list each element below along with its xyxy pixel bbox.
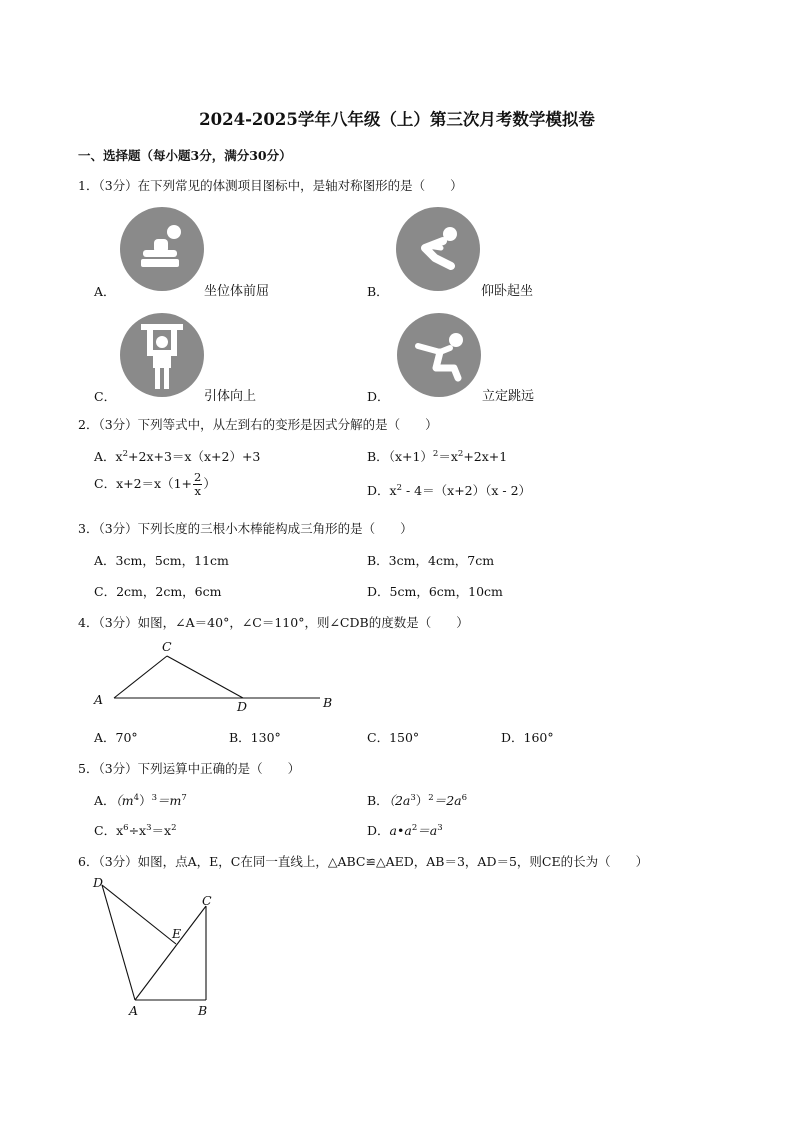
q2-a-part: x xyxy=(115,449,123,464)
q2-option-d[interactable] xyxy=(367,481,531,499)
q5-option-c[interactable] xyxy=(94,821,177,839)
fraction-numerator: 2 xyxy=(194,470,202,484)
q2-b-part: （x+1） xyxy=(388,449,433,464)
q5-a-exponent: 7 xyxy=(181,793,187,803)
question-1-stem: 1．（3分）在下列常见的体测项目图标中，是轴对称图形的是（ ） xyxy=(78,178,463,193)
q5-d-part: a•a xyxy=(389,823,412,838)
q2-option-c-letter: C． xyxy=(94,476,117,491)
q2-b-exponent: 2 xyxy=(432,449,439,459)
q4-option-d[interactable]: D．160° xyxy=(501,730,554,745)
q2-b-exponent: 2 xyxy=(457,449,464,459)
q5-c-exponent: 6 xyxy=(123,823,129,833)
q2-option-b-letter: B． xyxy=(367,449,389,464)
q1-option-a-letter[interactable]: A． xyxy=(94,284,116,299)
q4-option-c[interactable]: C．150° xyxy=(367,730,420,745)
label-d: D xyxy=(93,875,104,890)
q1-option-c-caption: 引体向上 xyxy=(204,389,257,404)
page-title: 2024-2025学年八年级（上）第三次月考数学模拟卷 xyxy=(199,110,595,129)
q5-option-b[interactable] xyxy=(367,791,467,809)
q5-a-exponent: 3 xyxy=(151,793,157,803)
label-c: C xyxy=(202,893,212,908)
q2-option-d-letter: D． xyxy=(367,483,390,498)
q2-d-exponent: 2 xyxy=(396,483,403,493)
q4-option-a[interactable]: A．70° xyxy=(94,730,138,745)
q2-option-a[interactable] xyxy=(94,447,260,465)
label-a: A xyxy=(94,692,104,707)
q2-d-part: - 4＝（x+2）（x - 2） xyxy=(402,483,532,498)
pull-up-icon xyxy=(119,312,205,398)
sit-up-icon xyxy=(395,206,481,292)
q5-option-d-letter: D． xyxy=(367,823,390,838)
q2-c-part: ） xyxy=(203,476,216,491)
label-b: B xyxy=(323,695,333,710)
q1-option-a-caption: 坐位体前屈 xyxy=(204,284,270,299)
q5-c-part: ÷x xyxy=(128,823,147,838)
q4-option-b[interactable]: B．130° xyxy=(229,730,281,745)
label-c: C xyxy=(162,639,172,654)
q5-b-exponent: 2 xyxy=(428,793,434,803)
q5-c-part: x xyxy=(116,823,124,838)
q2-a-part: +2x+3＝x（x+2）+3 xyxy=(128,449,261,464)
q1-option-d-caption: 立定跳远 xyxy=(482,389,535,404)
q5-b-part: ＝2a xyxy=(433,793,462,808)
q5-d-part: ＝a xyxy=(417,823,438,838)
q5-b-exponent: 6 xyxy=(461,793,468,803)
question-6-stem: 6．（3分）如图，点A，E，C在同一直线上，△ABC≌△AED，AB＝3，AD＝5，则CE的长为（ ） xyxy=(78,854,649,869)
q5-option-a-letter: A． xyxy=(94,793,116,808)
segment-cd xyxy=(167,656,243,698)
q1-option-c-letter[interactable]: C． xyxy=(94,389,117,404)
q2-option-a-letter: A． xyxy=(94,449,116,464)
standing-long-jump-icon xyxy=(396,312,482,398)
q5-a-part: ＝m xyxy=(157,793,182,808)
section-heading-choice: 一、选择题（每小题3分，满分30分） xyxy=(78,148,292,163)
q3-option-b[interactable]: B．3cm，4cm，7cm xyxy=(367,553,495,568)
q5-d-exponent: 3 xyxy=(437,823,443,833)
q5-c-exponent: 3 xyxy=(146,823,152,833)
segment-ac xyxy=(114,656,167,698)
question-4-stem: 4．（3分）如图，∠A＝40°，∠C＝110°，则∠CDB的度数是（ ） xyxy=(78,615,469,630)
q2-a-exponent: 2 xyxy=(122,449,129,459)
q5-option-d[interactable] xyxy=(367,821,443,839)
q2-option-b[interactable] xyxy=(367,447,507,465)
q2-d-part: x xyxy=(389,483,397,498)
q5-b-exponent: 3 xyxy=(410,793,416,803)
question-3-stem: 3．（3分）下列长度的三根小木棒能构成三角形的是（ ） xyxy=(78,521,413,536)
q5-c-exponent: 2 xyxy=(171,823,177,833)
q5-b-part: （2a xyxy=(388,793,411,808)
q2-b-part: +2x+1 xyxy=(463,449,508,464)
segment-da xyxy=(102,885,135,1000)
label-e: E xyxy=(172,926,182,941)
q5-option-b-letter: B． xyxy=(367,793,389,808)
segment-de xyxy=(102,885,176,944)
q3-option-d[interactable]: D．5cm，6cm，10cm xyxy=(367,584,503,599)
label-a: A xyxy=(129,1003,139,1018)
q3-option-a[interactable]: A．3cm，5cm，11cm xyxy=(94,553,229,568)
label-d: D xyxy=(237,699,248,714)
q5-option-c-letter: C． xyxy=(94,823,117,838)
q5-a-exponent: 4 xyxy=(133,793,140,803)
sit-and-reach-icon xyxy=(119,206,205,292)
q2-option-c[interactable] xyxy=(94,472,216,497)
q5-a-part: （m xyxy=(115,793,134,808)
q4-triangle-figure xyxy=(90,636,350,716)
label-b: B xyxy=(198,1003,208,1018)
q2-b-part: ＝x xyxy=(438,449,458,464)
q5-option-a[interactable] xyxy=(94,791,187,809)
q2-c-part: x+2＝x（1+ xyxy=(116,476,193,491)
q1-option-b-caption: 仰卧起坐 xyxy=(481,284,534,299)
q1-option-d-letter[interactable]: D． xyxy=(367,389,390,404)
q2-c-fraction xyxy=(193,472,202,497)
q3-option-c[interactable]: C．2cm，2cm，6cm xyxy=(94,584,222,599)
q5-a-part: ） xyxy=(139,793,152,808)
question-2-stem: 2．（3分）下列等式中，从左到右的变形是因式分解的是（ ） xyxy=(78,417,438,432)
q5-c-part: ＝x xyxy=(151,823,172,838)
question-5-stem: 5．（3分）下列运算中正确的是（ ） xyxy=(78,761,301,776)
q1-option-b-letter[interactable]: B． xyxy=(367,284,389,299)
q5-b-part: ） xyxy=(415,793,429,808)
q6-triangles-figure xyxy=(86,872,236,1022)
fraction-denominator: x xyxy=(194,483,201,498)
q5-d-exponent: 2 xyxy=(411,823,418,833)
